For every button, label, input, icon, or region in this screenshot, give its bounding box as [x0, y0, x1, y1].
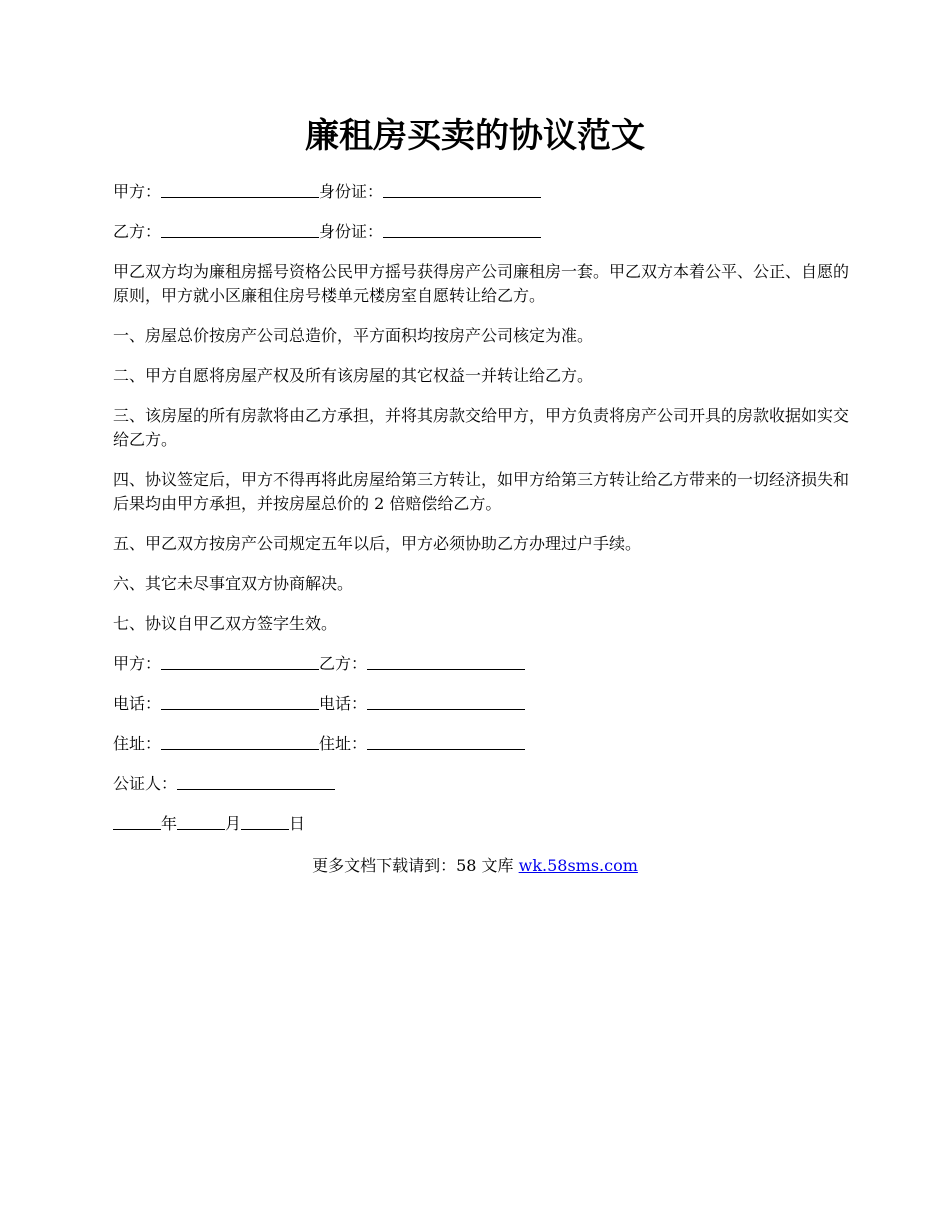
party-a-id-blank	[383, 181, 541, 198]
party-b-label: 乙方：	[113, 222, 162, 241]
intro-paragraph: 甲乙双方均为廉租房摇号资格公民甲方摇号获得房产公司廉租房一套。甲乙双方本着公平、公正、自愿的原则，甲方就小区廉租住房号楼单元楼房室自愿转让给乙方。	[113, 262, 850, 305]
year-blank	[113, 813, 161, 830]
clause-4: 四、协议签定后，甲方不得再将此房屋给第三方转让，如甲方给第三方转让给乙方带来的一切经济损失和后果均由甲方承担，并按房屋总价的 2 倍赔偿给乙方。	[113, 470, 850, 513]
party-b-id-blank	[383, 221, 541, 238]
month-blank	[177, 813, 225, 830]
sign-party-b-label: 乙方：	[319, 654, 368, 673]
month-label: 月	[225, 814, 242, 833]
clause-6: 六、其它未尽事宜双方协商解决。	[113, 574, 354, 593]
day-label: 日	[289, 814, 306, 833]
clause-7: 七、协议自甲乙双方签字生效。	[113, 614, 338, 633]
signature-party-line	[113, 652, 853, 676]
party-a-id-label: 身份证：	[319, 182, 384, 201]
party-a-blank	[161, 181, 319, 198]
address-b-blank	[367, 733, 525, 750]
phone-line	[113, 692, 853, 716]
clause-2: 二、甲方自愿将房屋产权及所有该房屋的其它权益一并转让给乙方。	[113, 366, 594, 385]
address-a-label: 住址：	[113, 734, 162, 753]
notary-blank	[177, 773, 335, 790]
clause-3: 三、该房屋的所有房款将由乙方承担，并将其房款交给甲方，甲方负责将房产公司开具的房款收据如实交给乙方。	[113, 406, 850, 449]
notary-line	[113, 772, 853, 796]
party-b-id-line	[113, 220, 853, 244]
address-b-label: 住址：	[319, 734, 368, 753]
address-line	[113, 732, 853, 756]
address-a-blank	[161, 733, 319, 750]
footer-text: 更多文档下载请到：58 文库	[312, 856, 519, 875]
footer-link[interactable]: wk.58sms.com	[518, 856, 638, 875]
clause-1: 一、房屋总价按房产公司总造价，平方面积均按房产公司核定为准。	[113, 326, 594, 345]
phone-a-label: 电话：	[113, 694, 162, 713]
footer	[0, 854, 950, 878]
sign-party-a-blank	[161, 653, 319, 670]
party-a-label: 甲方：	[113, 182, 162, 201]
party-b-blank	[161, 221, 319, 238]
clause-5: 五、甲乙双方按房产公司规定五年以后，甲方必须协助乙方办理过户手续。	[113, 534, 642, 553]
document-body	[113, 180, 853, 836]
phone-b-blank	[367, 693, 525, 710]
year-label: 年	[161, 814, 178, 833]
sign-party-a-label: 甲方：	[113, 654, 162, 673]
sign-party-b-blank	[367, 653, 525, 670]
phone-a-blank	[161, 693, 319, 710]
document-title: 廉租房买卖的协议范文	[305, 116, 645, 156]
day-blank	[241, 813, 289, 830]
phone-b-label: 电话：	[319, 694, 368, 713]
notary-label: 公证人：	[113, 774, 178, 793]
date-line	[113, 812, 853, 836]
party-a-id-line	[113, 180, 853, 204]
party-b-id-label: 身份证：	[319, 222, 384, 241]
